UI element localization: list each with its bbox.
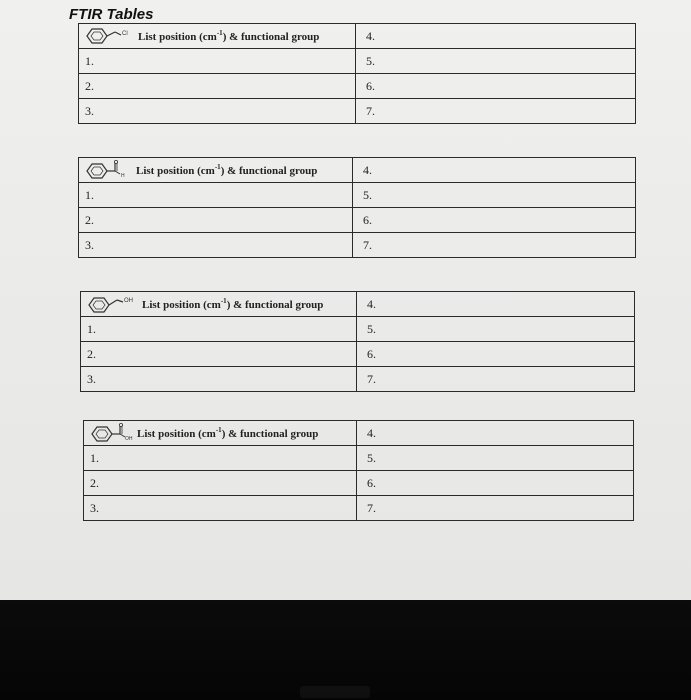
benzyl-alcohol-structure-icon <box>85 294 141 314</box>
right-row-cell: 5. <box>357 317 635 342</box>
table-row <box>84 496 634 521</box>
header-label: List position $(cm^{-1})$ & functional group <box>138 29 320 43</box>
left-row-cell: 1. <box>79 183 353 208</box>
molecule-label: H <box>121 173 125 179</box>
table-row <box>81 367 635 392</box>
right-row-cell: 5. <box>357 446 634 471</box>
header-cell <box>81 292 357 317</box>
right-row-cell: 7. <box>356 99 636 124</box>
right-row-cell: 4. <box>357 292 635 317</box>
right-row-cell: 5. <box>353 183 636 208</box>
table-row <box>79 233 636 258</box>
benzoic-acid-structure-icon <box>88 422 140 444</box>
table-header-row <box>79 24 636 49</box>
left-row-cell: 1. <box>84 446 357 471</box>
table-row <box>79 183 636 208</box>
left-row-cell: 3. <box>79 99 356 124</box>
table-row <box>79 99 636 124</box>
right-row-cell: 4. <box>357 421 634 446</box>
right-row-cell: 6. <box>353 208 636 233</box>
table-header-row <box>84 421 634 446</box>
bezel-logo-glare <box>300 686 370 698</box>
right-row-cell: 7. <box>353 233 636 258</box>
header-label: List position $(cm^{-1})$ & functional group <box>136 163 318 177</box>
right-row-cell: 7. <box>357 367 635 392</box>
ftir-table-1 <box>78 23 636 124</box>
table-row <box>79 208 636 233</box>
molecule-label: Cl <box>122 31 128 37</box>
left-row-cell: 2. <box>84 471 357 496</box>
table-header-row <box>81 292 635 317</box>
header-label: List position $(cm^{-1})$ & functional group <box>142 297 324 311</box>
molecule-label: OH <box>125 436 133 442</box>
table-row <box>81 317 635 342</box>
left-row-cell: 2. <box>79 208 353 233</box>
left-row-cell: 1. <box>81 317 357 342</box>
left-row-cell: 3. <box>84 496 357 521</box>
left-row-cell: 3. <box>79 233 353 258</box>
ftir-table-2 <box>78 157 636 258</box>
table-header-row <box>79 158 636 183</box>
left-row-cell: 2. <box>81 342 357 367</box>
right-row-cell: 7. <box>357 496 634 521</box>
right-row-cell: 6. <box>357 471 634 496</box>
left-row-cell: 2. <box>79 74 356 99</box>
header-cell <box>79 24 356 49</box>
right-row-cell: 5. <box>356 49 636 74</box>
table-row <box>81 342 635 367</box>
left-row-cell: 1. <box>79 49 356 74</box>
table-row <box>79 49 636 74</box>
benzaldehyde-structure-icon <box>83 159 135 181</box>
right-row-cell: 6. <box>356 74 636 99</box>
header-label: List position $(cm^{-1})$ & functional group <box>137 426 319 440</box>
header-cell <box>84 421 357 446</box>
table-row <box>79 74 636 99</box>
table-row <box>84 471 634 496</box>
monitor-bezel <box>0 600 691 700</box>
table-row <box>84 446 634 471</box>
header-cell <box>79 158 353 183</box>
right-row-cell: 4. <box>353 158 636 183</box>
molecule-label: OH <box>124 298 133 304</box>
ftir-table-3 <box>80 291 635 392</box>
ftir-table-4 <box>83 420 634 521</box>
benzyl-chloride-structure-icon <box>83 26 135 46</box>
left-row-cell: 3. <box>81 367 357 392</box>
page-title: FTIR Tables <box>69 6 154 23</box>
right-row-cell: 6. <box>357 342 635 367</box>
right-row-cell: 4. <box>356 24 636 49</box>
